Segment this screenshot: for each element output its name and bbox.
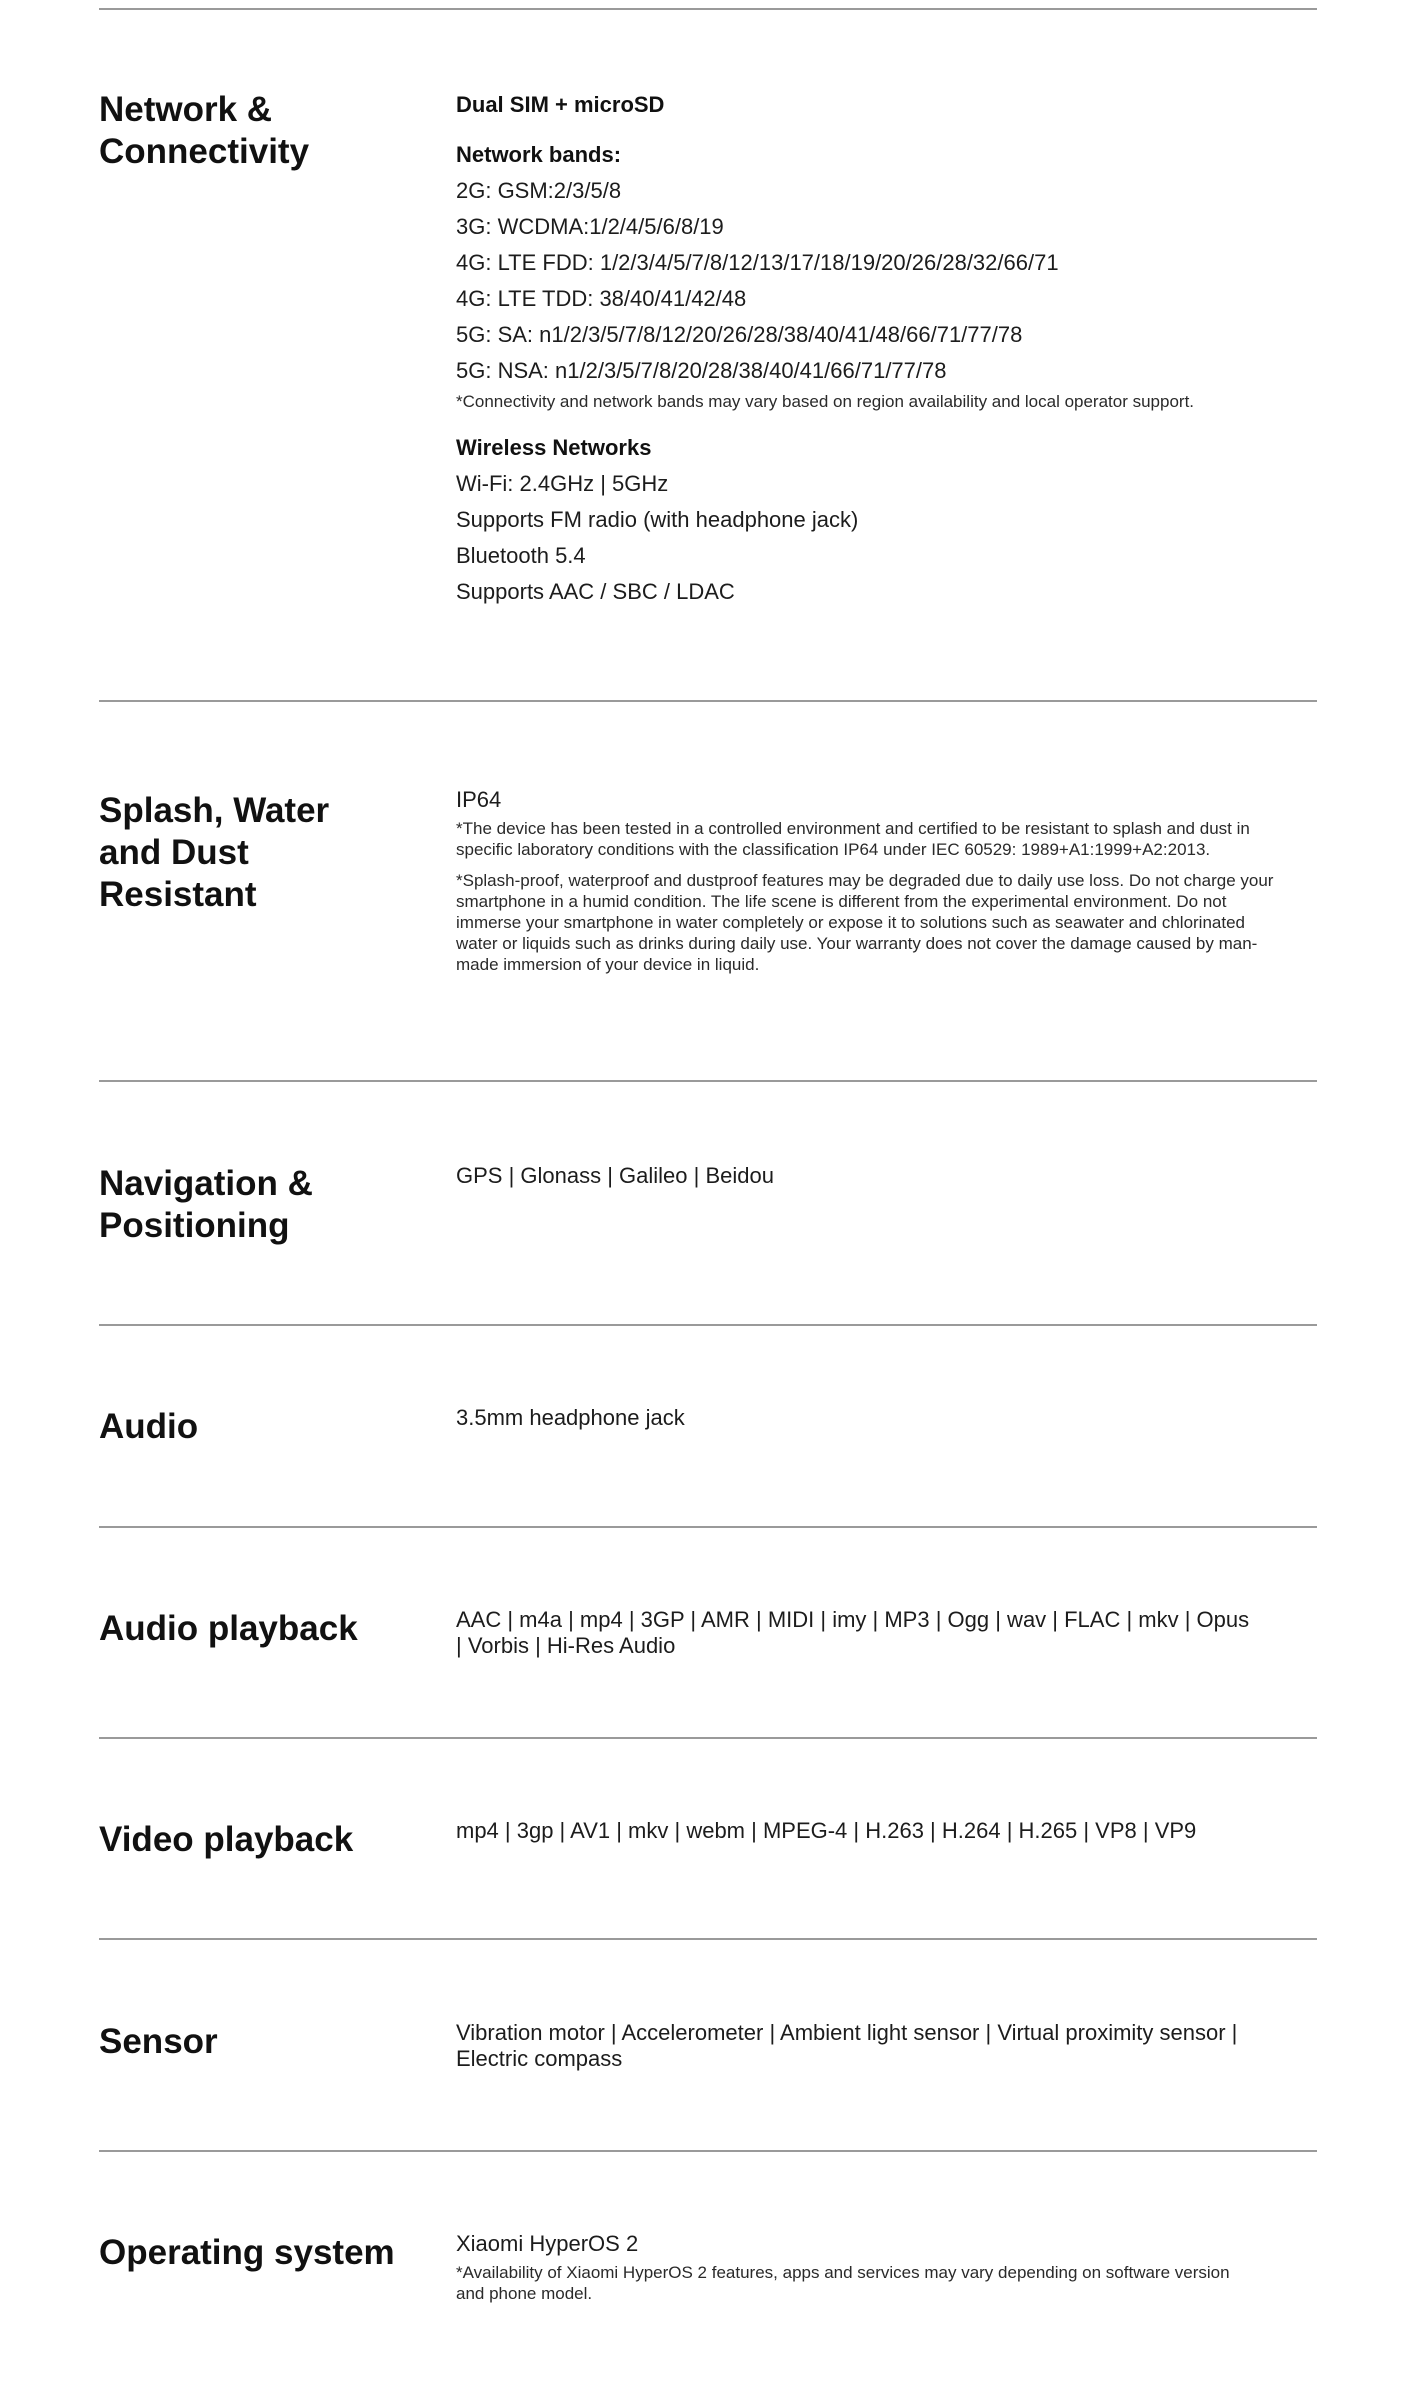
splash-spec [456,782,1276,975]
audio-spec [456,1400,1276,1436]
network-spec [456,87,1276,610]
navigation-value: GPS | Glonass | Galileo | Beidou [456,1163,774,1188]
section-divider [99,700,1317,702]
band-4g-tdd: 4G: LTE TDD: 38/40/41/42/48 [456,286,747,311]
wireless-wifi: Wi-Fi: 2.4GHz | 5GHz [456,471,669,496]
audio-playback-spec [456,1607,1256,1659]
network-bands-heading: Network bands: [456,142,622,167]
band-5g-sa: 5G: SA: n1/2/3/5/7/8/12/20/26/28/38/40/41/48/66/71/77/78 [456,322,1023,347]
section-title-splash: Splash, Water and Dust Resistant [99,791,330,914]
wireless-codecs: Supports AAC / SBC / LDAC [456,579,735,604]
sensor-value: Vibration motor | Accelerometer | Ambient light sensor | Virtual proximity sensor | Electric compass [456,2020,1238,2071]
sensor-spec [456,2020,1256,2072]
wireless-heading: Wireless Networks [456,435,652,460]
splash-note-1: *The device has been tested in a controlled environment and certified to be resistant to splash and dust in specific laboratory conditions with the classification IP64 under IEC 60529: 1989+A1:1999+A2:2013. [456,819,1250,859]
section-title-os: Operating system [99,2233,395,2272]
section-divider [99,1324,1317,1326]
wireless-fm: Supports FM radio (with headphone jack) [456,507,859,532]
sim-info: Dual SIM + microSD [456,92,665,117]
os-value: Xiaomi HyperOS 2 [456,2231,639,2256]
section-title-audio-playback: Audio playback [99,1609,358,1648]
band-5g-nsa: 5G: NSA: n1/2/3/5/7/8/20/28/38/40/41/66/71/77/78 [456,358,947,383]
audio-playback-value: AAC | m4a | mp4 | 3GP | AMR | MIDI | imy | MP3 | Ogg | wav | FLAC | mkv | Opus | Vorbis | Hi-Res Audio [456,1607,1250,1658]
section-title-navigation: Navigation & Positioning [99,1164,313,1245]
ip-rating: IP64 [456,787,502,812]
section-title-network: Network & Connectivity [99,90,310,171]
section-divider [99,2150,1317,2152]
os-spec [456,2226,1256,2304]
video-playback-value: mp4 | 3gp | AV1 | mkv | webm | MPEG-4 | H.263 | H.264 | H.265 | VP8 | VP9 [456,1818,1197,1843]
bands-note: *Connectivity and network bands may vary based on region availability and local operator support. [456,392,1195,411]
band-4g-fdd: 4G: LTE FDD: 1/2/3/4/5/7/8/12/13/17/18/19/20/26/28/32/66/71 [456,250,1059,275]
splash-note-2: *Splash-proof, waterproof and dustproof features may be degraded due to daily use loss. Do not charge your smartphone in a humid condition. The life scene is different from the experimental environment. Do not immerse your smartphone in water completely or expose it to solutions such as seawater and chlorinated water or liquids such as drinks during daily use. Your warranty does not cover the damage caused by man-made immersion of your device in liquid. [456,871,1274,974]
section-divider [99,1526,1317,1528]
audio-value: 3.5mm headphone jack [456,1405,685,1430]
section-divider [99,1938,1317,1940]
section-divider [99,8,1317,10]
navigation-spec [456,1158,1276,1194]
band-2g: 2G: GSM:2/3/5/8 [456,178,622,203]
section-title-sensor: Sensor [99,2022,218,2061]
video-playback-spec [456,1813,1276,1849]
section-title-audio: Audio [99,1407,199,1446]
section-divider [99,1080,1317,1082]
section-title-video-playback: Video playback [99,1820,354,1859]
wireless-bluetooth: Bluetooth 5.4 [456,543,586,568]
os-note: *Availability of Xiaomi HyperOS 2 features, apps and services may vary depending on software version and phone model. [456,2263,1230,2303]
section-divider [99,1737,1317,1739]
band-3g: 3G: WCDMA:1/2/4/5/6/8/19 [456,214,724,239]
